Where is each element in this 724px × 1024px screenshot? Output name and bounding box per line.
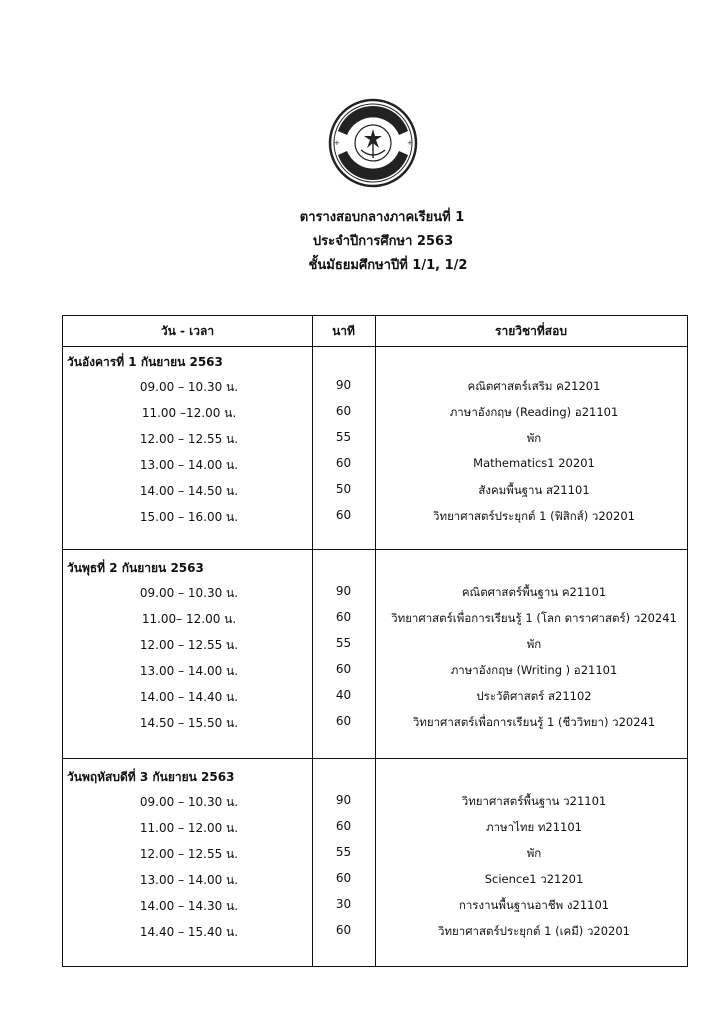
row-subject: ภาษาไทย ท21101 xyxy=(486,820,582,834)
row-subject: Mathematics1 20201 xyxy=(473,456,595,470)
title-line-1: ตารางสอบกลางภาคเรียนที่ 1 xyxy=(299,210,465,225)
row-subject: ประวัติศาสตร์ ส21102 xyxy=(476,689,592,703)
row-minutes: 90 xyxy=(335,584,352,598)
row-time: 14.00 – 14.50 น. xyxy=(139,484,239,498)
table-row xyxy=(63,456,687,482)
row-subject: พัก xyxy=(526,637,542,651)
row-subject: พัก xyxy=(526,846,542,860)
row-subject: สังคมพื้นฐาน ส21101 xyxy=(478,483,590,497)
row-subject: การงานพื้นฐานอาชีพ ง21101 xyxy=(458,898,610,912)
row-time: 11.00– 12.00 น. xyxy=(141,612,237,626)
table-row xyxy=(63,610,687,636)
row-minutes: 55 xyxy=(335,845,352,859)
section-divider xyxy=(63,549,687,550)
row-minutes: 90 xyxy=(335,378,352,392)
row-minutes: 50 xyxy=(335,482,352,496)
table-row xyxy=(63,430,687,456)
section-divider xyxy=(63,758,687,759)
table-row xyxy=(63,662,687,688)
row-minutes: 60 xyxy=(335,871,352,885)
row-subject: วิทยาศาสตร์เพื่อการเรียนรู้ 1 (โลก ดาราศาสตร์) ว20241 xyxy=(391,611,677,625)
row-time: 12.00 – 12.55 น. xyxy=(139,432,239,446)
row-time: 12.00 – 12.55 น. xyxy=(139,847,239,861)
day-label: วันอังคารที่ 1 กันยายน 2563 xyxy=(67,355,223,369)
row-time: 13.00 – 14.00 น. xyxy=(139,664,239,678)
table-row xyxy=(63,871,687,897)
row-minutes: 60 xyxy=(335,404,352,418)
svg-text:+: + xyxy=(334,139,340,147)
row-time: 14.40 – 15.40 น. xyxy=(139,925,239,939)
row-minutes: 90 xyxy=(335,793,352,807)
day-label: วันพฤหัสบดีที่ 3 กันยายน 2563 xyxy=(67,770,235,784)
row-subject: ภาษาอังกฤษ (Writing ) อ21101 xyxy=(450,663,618,677)
row-time: 11.00 –12.00 น. xyxy=(141,406,237,420)
table-row xyxy=(63,482,687,508)
row-time: 13.00 – 14.00 น. xyxy=(139,458,239,472)
row-time: 11.00 – 12.00 น. xyxy=(139,821,239,835)
row-subject: คณิตศาสตร์เสริม ค21201 xyxy=(467,379,601,393)
table-row xyxy=(63,845,687,871)
row-subject: ภาษาอังกฤษ (Reading) อ21101 xyxy=(449,405,619,419)
row-minutes: 55 xyxy=(335,636,352,650)
row-minutes: 30 xyxy=(335,897,352,911)
table-row xyxy=(63,584,687,610)
table-row xyxy=(63,404,687,430)
row-time: 12.00 – 12.55 น. xyxy=(139,638,239,652)
row-subject: คณิตศาสตร์พื้นฐาน ค21101 xyxy=(461,585,607,599)
row-subject: วิทยาศาสตร์ประยุกต์ 1 (ฟิสิกส์) ว20201 xyxy=(433,509,635,523)
table-row xyxy=(63,714,687,740)
row-time: 13.00 – 14.00 น. xyxy=(139,873,239,887)
table-row xyxy=(63,819,687,845)
header-divider xyxy=(63,346,687,347)
table-row xyxy=(63,636,687,662)
header-subject: รายวิชาที่สอบ xyxy=(495,324,567,338)
row-time: 09.00 – 10.30 น. xyxy=(139,380,239,394)
row-subject: วิทยาศาสตร์เพื่อการเรียนรู้ 1 (ชีววิทยา) ว20241 xyxy=(412,715,656,729)
table-row xyxy=(63,923,687,949)
row-minutes: 60 xyxy=(335,610,352,624)
row-time: 09.00 – 10.30 น. xyxy=(139,586,239,600)
row-subject: วิทยาศาสตร์ประยุกต์ 1 (เคมี) ว20201 xyxy=(438,924,630,938)
row-time: 09.00 – 10.30 น. xyxy=(139,795,239,809)
table-row xyxy=(63,793,687,819)
row-time: 15.00 – 16.00 น. xyxy=(139,510,239,524)
table-row xyxy=(63,508,687,534)
title-line-2: ประจำปีการศึกษา 2563 xyxy=(312,234,454,249)
row-minutes: 60 xyxy=(335,662,352,676)
row-minutes: 55 xyxy=(335,430,352,444)
row-minutes: 60 xyxy=(335,456,352,470)
header-time: วัน - เวลา xyxy=(160,324,215,338)
row-minutes: 60 xyxy=(335,923,352,937)
header-minutes: นาที xyxy=(332,324,355,338)
document-title xyxy=(0,206,724,278)
row-subject: Science1 ว21201 xyxy=(484,872,584,886)
row-subject: วิทยาศาสตร์พื้นฐาน ว21101 xyxy=(461,794,607,808)
exam-schedule-table xyxy=(62,315,688,967)
row-minutes: 60 xyxy=(335,714,352,728)
day-label: วันพุธที่ 2 กันยายน 2563 xyxy=(67,561,204,575)
table-row xyxy=(63,378,687,404)
row-time: 14.00 – 14.30 น. xyxy=(139,899,239,913)
row-minutes: 60 xyxy=(335,508,352,522)
table-row xyxy=(63,897,687,923)
row-subject: พัก xyxy=(526,431,542,445)
row-time: 14.50 – 15.50 น. xyxy=(139,716,239,730)
row-minutes: 40 xyxy=(335,688,352,702)
school-seal-logo xyxy=(328,98,418,188)
table-row xyxy=(63,688,687,714)
row-minutes: 60 xyxy=(335,819,352,833)
row-time: 14.00 – 14.40 น. xyxy=(139,690,239,704)
title-line-3: ชั้นมัธยมศึกษาปีที่ 1/1, 1/2 xyxy=(308,258,468,273)
svg-text:+: + xyxy=(407,139,413,147)
